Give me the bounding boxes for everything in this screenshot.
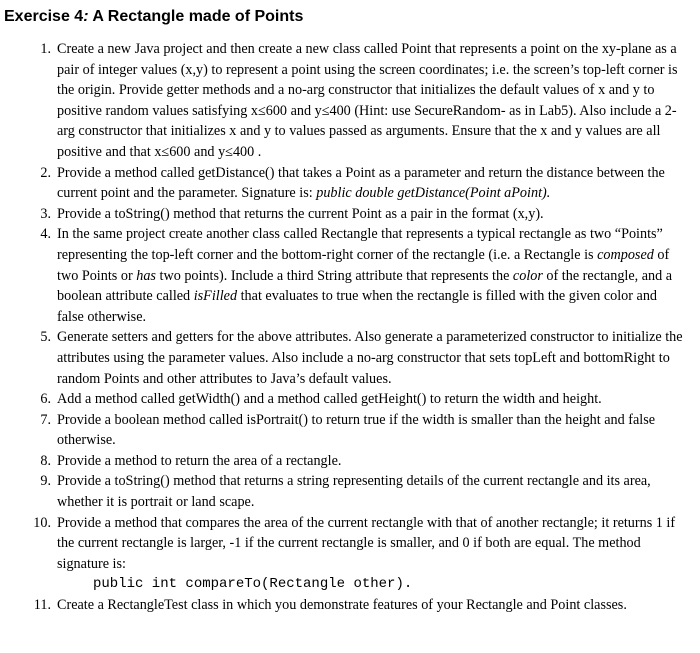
item-text: of two Points or [57, 246, 670, 284]
item-number: 8. [40, 452, 51, 469]
item-number: 4. [40, 226, 51, 243]
item-text: Create a RectangleTest class in which you demonstrate features of your Rectangle and Point classes. [57, 597, 627, 614]
item-text: Add a method called getWidth() and a method called getHeight() to return the width and height. [57, 391, 602, 408]
instruction-list [0, 39, 700, 616]
list-item [0, 39, 700, 163]
item-text: Provide a toString() method that returns a string representing details of the current rectangle and its area, whether it is portrait or land scape. [57, 473, 651, 511]
item-number: 1. [40, 41, 51, 57]
method-signature: public double getDistance(Point aPoint). [316, 185, 551, 202]
emphasis: has [136, 267, 156, 284]
item-number: 5. [40, 329, 51, 346]
exercise-title-rest: A Rectangle made of Points [88, 8, 304, 25]
item-text: Provide a method that compares the area of the current rectangle with that of another rectangle; it returns 1 if the current rectangle is larger, -1 if the current rectangle is smaller, and 0 if both are equal. The method signature is: [57, 514, 676, 572]
item-text: Provide a method to return the area of a rectangle. [57, 452, 342, 469]
item-text: that evaluates to true when the rectangle is filled with the given color and false otherwise. [57, 288, 658, 325]
exercise-title-colon: : [83, 8, 89, 25]
item-text: of the rectangle, and a boolean attribute called [57, 267, 673, 305]
item-number: 11. [33, 597, 51, 614]
item-text: Provide a method called getDistance() that takes a Point as a parameter and return the distance between the current point and the parameter. Signature is: [57, 164, 665, 202]
item-text: Generate setters and getters for the above attributes. Also generate a parameterized constructor to initialize the attributes using the parameter values. Also include a no-arg constructor that sets topLeft and bottomRight to random Points and other attributes to Java’s default values. [57, 329, 683, 387]
item-number: 2. [40, 164, 51, 181]
item-text: Provide a toString() method that returns the current Point as a pair in the format (x,y). [57, 205, 544, 222]
list-item [0, 595, 700, 616]
list-item [0, 410, 700, 451]
list-item [0, 204, 700, 225]
item-text: Provide a boolean method called isPortrait() to return true if the width is smaller than the height and false otherwise. [57, 411, 656, 449]
list-item [0, 471, 700, 512]
list-item [0, 389, 700, 410]
list-item [0, 513, 700, 595]
exercise-title-prefix: Exercise 4 [4, 8, 84, 25]
list-item [0, 163, 700, 204]
item-text: In the same project create another class called Rectangle that represents a typical rectangle as two “Points” representing the top-left corner and the bottom-right corner of the rectangle (i.e. a Rectangle is [57, 226, 663, 263]
item-number: 7. [40, 411, 51, 428]
item-number: 6. [40, 391, 51, 408]
code-signature: public int compareTo(Rectangle other). [93, 576, 413, 593]
emphasis: color [512, 267, 543, 284]
item-number: 9. [40, 473, 51, 490]
item-number: 3. [40, 205, 51, 222]
emphasis: isFilled [193, 288, 238, 305]
emphasis: composed [597, 246, 654, 263]
item-number: 10. [33, 514, 51, 531]
list-item [0, 327, 700, 389]
exercise-title [4, 8, 303, 26]
list-item [0, 224, 700, 327]
item-text: two points). Include a third String attribute that represents the [155, 267, 513, 284]
list-item [0, 451, 700, 472]
item-text: Create a new Java project and then create a new class called Point that represents a point on the xy-plane as a pair of integer values (x,y) to represent a point using the screen coordinates; i.e. the screen’s top-left corner is the origin. Provide getter methods and a no-arg constructor that initializes the default values of x and y to positive random values satisfying x≤600 and y≤400 (Hint: use SecureRandom- as in Lab5). Also include a 2-arg constructor that initializes x and y to values passed as arguments. Ensure that the x and y values are all positive and that x≤600 and y≤400 . [57, 41, 678, 160]
